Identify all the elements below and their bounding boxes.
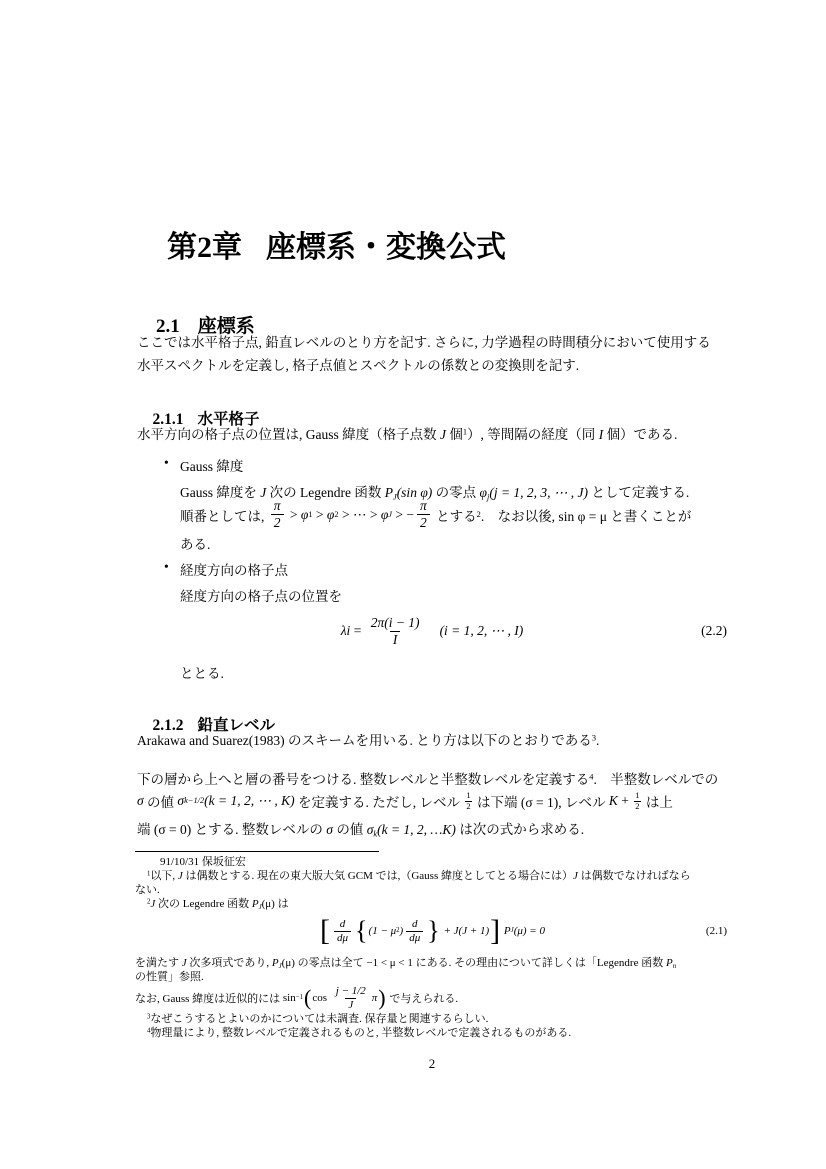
math-var: P [501, 925, 511, 937]
text-run: を定義する. ただし, レベル [294, 795, 464, 810]
text-run: > [286, 506, 301, 522]
footnote-1-text [147, 869, 691, 883]
equation-number-2-2: (2.2) [701, 623, 727, 638]
math-sigma: σ [366, 822, 374, 837]
math-expr: (μ) = 0 [513, 925, 545, 937]
math-expr: (sin φ) [396, 485, 433, 500]
section-title: 座標系 [197, 316, 255, 337]
page-number: 2 [428, 1056, 436, 1071]
text-run: . なお以後, sin φ = μ と書くことが [480, 508, 692, 524]
fraction-2pi-i-1-over-I [368, 615, 423, 647]
math-pi: π [371, 992, 378, 1004]
intro-line-1: ここでは水平格子点, 鉛直レベルのとり方を記す. さらに, 力学過程の時間積分において使用する [137, 335, 711, 350]
math-subscript: J [278, 963, 282, 971]
text-run: 個 [446, 427, 463, 442]
math-subscript: k [373, 829, 378, 839]
text-run: 順番としては, [180, 508, 268, 524]
equation-2-1: [ $\frac{d}{d\mu}$ { (1 − μ 2 ) $\frac{d}{d\mu}$ } + J(J + 1) ] P J (μ) = 0 (2.1) [320, 914, 727, 947]
math-var: J [177, 870, 183, 882]
math-expr: + J(J + 1) [440, 925, 490, 937]
math-var: φ [326, 506, 335, 522]
frac-den: 2 [466, 800, 471, 811]
footnote-2-gauss-line: なお, Gauss 緯度は近似的には sin −1 ( cos $\frac{j - 1/2}{J}$ π ) で与えられる. [135, 984, 459, 1011]
intro-paragraph [137, 331, 727, 377]
section-number: 2.1 [156, 316, 180, 337]
frac-den: dμ [406, 931, 423, 945]
text-run: なお, Gauss 緯度は近似的には [135, 993, 283, 1005]
bullet2-title: 経度方向の格子点 [180, 563, 288, 578]
subsection-title: 鉛直レベル [197, 717, 276, 734]
text-run: で与えられる. [386, 993, 459, 1005]
frac-num: j − 1/2 [335, 984, 366, 997]
text-run: Gauss 緯度を [180, 485, 261, 500]
footnote-mark: 3 [147, 1013, 151, 1021]
text-run: なぜこうするとよいのかについては未調査. 保存量と関連するらしい. [150, 1013, 489, 1025]
footnote-marker-3: 3 [591, 733, 596, 743]
text-run: の値 [143, 795, 178, 810]
math-var: P [251, 898, 259, 910]
fraction-j-half-over-J [333, 985, 369, 1011]
frac-num: π [419, 498, 427, 514]
math-var: P [271, 957, 279, 969]
math-cos: cos [312, 992, 330, 1004]
frac-num: π [273, 498, 281, 514]
chapter-label-pre: 第 [167, 231, 197, 264]
intro-line-2: 水平スペクトルを定義し, 格子点値とスペクトルの係数との変換則を記す. [137, 358, 580, 373]
math-expr: (j = 1, 2, 3, ⋯ , J) [489, 485, 589, 500]
math-var: I [598, 427, 604, 442]
subsection-number: 2.1.2 [152, 717, 184, 734]
text-run: 次の Legendre 函数 [155, 898, 252, 910]
text-run: は上 [642, 795, 673, 810]
math-lambda: λ [340, 623, 347, 638]
text-run: として定義する. [588, 485, 690, 500]
sub12-paragraph-2-line3 [137, 818, 727, 841]
footnote-1-line1 [147, 869, 691, 883]
equals-sign: = [350, 623, 365, 638]
footnote-1-continuation: ない. [135, 884, 160, 896]
frac-den: 2 [417, 514, 430, 531]
bullet1-body-line2: 順番としては, $\frac{\pi}{2}$ > φ 1 > φ 2 > ⋯ > φ J > − $\frac{\pi}{2}$ とする 2 . なお以後, sin φ = μ と書くことが [180, 498, 692, 530]
chapter-label-number: 2 [197, 231, 212, 264]
math-var: P [384, 485, 393, 500]
sub11-lead-line [137, 423, 727, 446]
chapter-title: 座標系・変換公式 [266, 231, 506, 264]
text-run: . [596, 733, 600, 748]
bullet2-body-line1 [180, 585, 727, 608]
text-run: は偶数とする. 現在の東大版大気 GCM では,（Gauss 緯度としてとる場合には） [182, 870, 573, 882]
footnote-mark: 4 [147, 1027, 151, 1035]
fraction-d-dmu [334, 918, 351, 944]
bullet2-line1: 経度方向の格子点の位置を [180, 589, 342, 604]
bullet-icon: • [164, 559, 169, 574]
text-run: を満たす [135, 957, 182, 969]
math-subscript: n [672, 963, 677, 971]
footnote-4 [147, 1026, 571, 1040]
math-sigma: σ [177, 793, 185, 808]
sub12-paragraph-1 [137, 729, 727, 752]
fraction-one-half [465, 791, 471, 811]
math-expr: (k = 1, 2, ⋯ , K) [204, 793, 295, 808]
text-run: の零点 [432, 485, 480, 500]
text-run: 次の Legendre 函数 [266, 485, 385, 500]
text-run: ）, 等間隔の経度（同 [467, 427, 599, 442]
bullet1-title: Gauss 緯度 [180, 459, 244, 474]
footnote-4-text [147, 1026, 571, 1040]
math-var: φ [479, 485, 487, 500]
footnote-2-body-text [135, 956, 676, 970]
frac-num: d [339, 917, 346, 930]
footnote-date-text: 91/10/31 保坂征宏 [160, 856, 246, 868]
footnote-2-body-continuation: の性質」参照. [135, 971, 204, 983]
footnote-3-text [147, 1012, 488, 1026]
text-run: は下端 (σ = 1), レベル [473, 795, 609, 810]
footnote-date [160, 855, 246, 869]
footnote-2-body-line1 [135, 956, 676, 970]
text-run: 物理量により, 整数レベルで定義されるものと, 半整数レベルで定義されるものがある. [150, 1027, 572, 1039]
math-subscript: J [258, 904, 262, 912]
footnote-rule [135, 851, 379, 852]
math-sigma: σ [326, 822, 333, 837]
math-var: K [608, 793, 618, 808]
math-sin: sin [282, 992, 296, 1004]
footnote-marker-4: 4 [589, 772, 594, 782]
footnote-1-line2 [135, 883, 160, 897]
text-run: . 半整数レベルでの [593, 772, 719, 787]
frac-den: dμ [334, 931, 351, 945]
bullet2-after [180, 662, 727, 685]
footnote-mark: 1 [147, 870, 151, 878]
text-run: 水平方向の格子点の位置は, Gauss 緯度（格子点数 [137, 427, 440, 442]
footnote-marker-1: 1 [462, 427, 468, 437]
fraction-pi-over-2 [417, 498, 430, 530]
text-run: の値 [332, 822, 367, 837]
bullet1-line3: ある. [180, 537, 211, 552]
text-run: 以下, [150, 870, 178, 882]
footnote-3 [147, 1012, 488, 1026]
text-run: 次多項式であり, [186, 957, 272, 969]
text-run: は偶数でなければなら [577, 870, 691, 882]
sub11-lead-paragraph [137, 423, 727, 446]
frac-num: 2π(i − 1) [370, 614, 420, 630]
sub12-paragraph-2-line2: σ の値 σ k−1/2 (k = 1, 2, ⋯ , K) を定義する. ただし, レベル $\frac{1}{2}$ は下端 (σ = 1), レベル K + $\frac{1}{2}$ は上 [137, 790, 673, 811]
frac-den: J [345, 998, 356, 1012]
fraction-pi-over-2 [271, 498, 284, 530]
equation-condition: (i = 1, 2, ⋯ , I) [439, 623, 524, 638]
chapter-heading [137, 188, 506, 300]
text-run: > − [392, 506, 414, 522]
equation-2-2: λ i = $\frac{2\pi(i - 1)}{I}$ (i = 1, 2, ⋯ , I) (2.2) [340, 614, 727, 647]
math-var: P [665, 957, 673, 969]
math-expr: (1 − μ [368, 925, 397, 937]
math-sigma: σ [137, 793, 144, 808]
text-run: (μ) の零点は全て −1 < μ < 1 にある. その理由について詳しくは「Legendre 函数 [281, 957, 666, 969]
bullet2-after-line: ととる. [180, 666, 224, 681]
frac-num: 1 [466, 790, 471, 801]
math-subscript: j [487, 492, 490, 502]
subsection-number: 2.1.1 [152, 411, 184, 428]
text-run: は次の式から求める. [455, 822, 585, 837]
text-run: 下の層から上へと層の番号をつける. 整数レベルと半整数レベルを定義する [137, 772, 590, 787]
frac-den: 2 [635, 800, 640, 811]
subsection-title: 水平格子 [197, 411, 260, 428]
math-var: J [260, 485, 267, 500]
math-expr: (k = 1, 2, …K) [377, 822, 456, 837]
math-var: φ [300, 506, 309, 522]
frac-den: 2 [271, 514, 284, 531]
math-var: J [150, 898, 156, 910]
sub12-p1-line [137, 729, 727, 752]
math-var: φ [380, 506, 389, 522]
bullet2-title-item [180, 559, 727, 582]
sub12-p2-line3 [137, 818, 727, 841]
fraction-d-dmu [406, 918, 423, 944]
bullet1-body-line3 [180, 533, 727, 556]
math-var: J [440, 427, 446, 442]
text-run: > ⋯ > [338, 506, 381, 522]
math-expr: ) [399, 925, 404, 937]
chapter-label-post: 章 [212, 231, 242, 264]
bullet-icon: • [164, 455, 169, 470]
text-run: 端 (σ = 0) とする. 整数レベルの [137, 822, 327, 837]
footnote-mark: 2 [147, 898, 151, 906]
bullet1-title-item [180, 455, 727, 478]
text-run: Arakawa and Suarez(1983) のスキームを用いる. とり方は以下のとおりである [137, 733, 592, 748]
math-var: J [181, 957, 187, 969]
text-run: + [617, 793, 633, 808]
math-subscript: J [392, 492, 397, 502]
text-run: 個）である. [603, 427, 678, 442]
frac-num: 1 [635, 790, 640, 801]
equation-number-2-1: (2.1) [705, 925, 727, 937]
frac-den: I [390, 631, 401, 648]
math-var: J [573, 870, 578, 882]
text-run: (μ) は [261, 898, 289, 910]
fraction-one-half [634, 791, 640, 811]
frac-num: d [411, 917, 418, 930]
text-run: > [312, 506, 327, 522]
text-run: とする [432, 508, 477, 524]
